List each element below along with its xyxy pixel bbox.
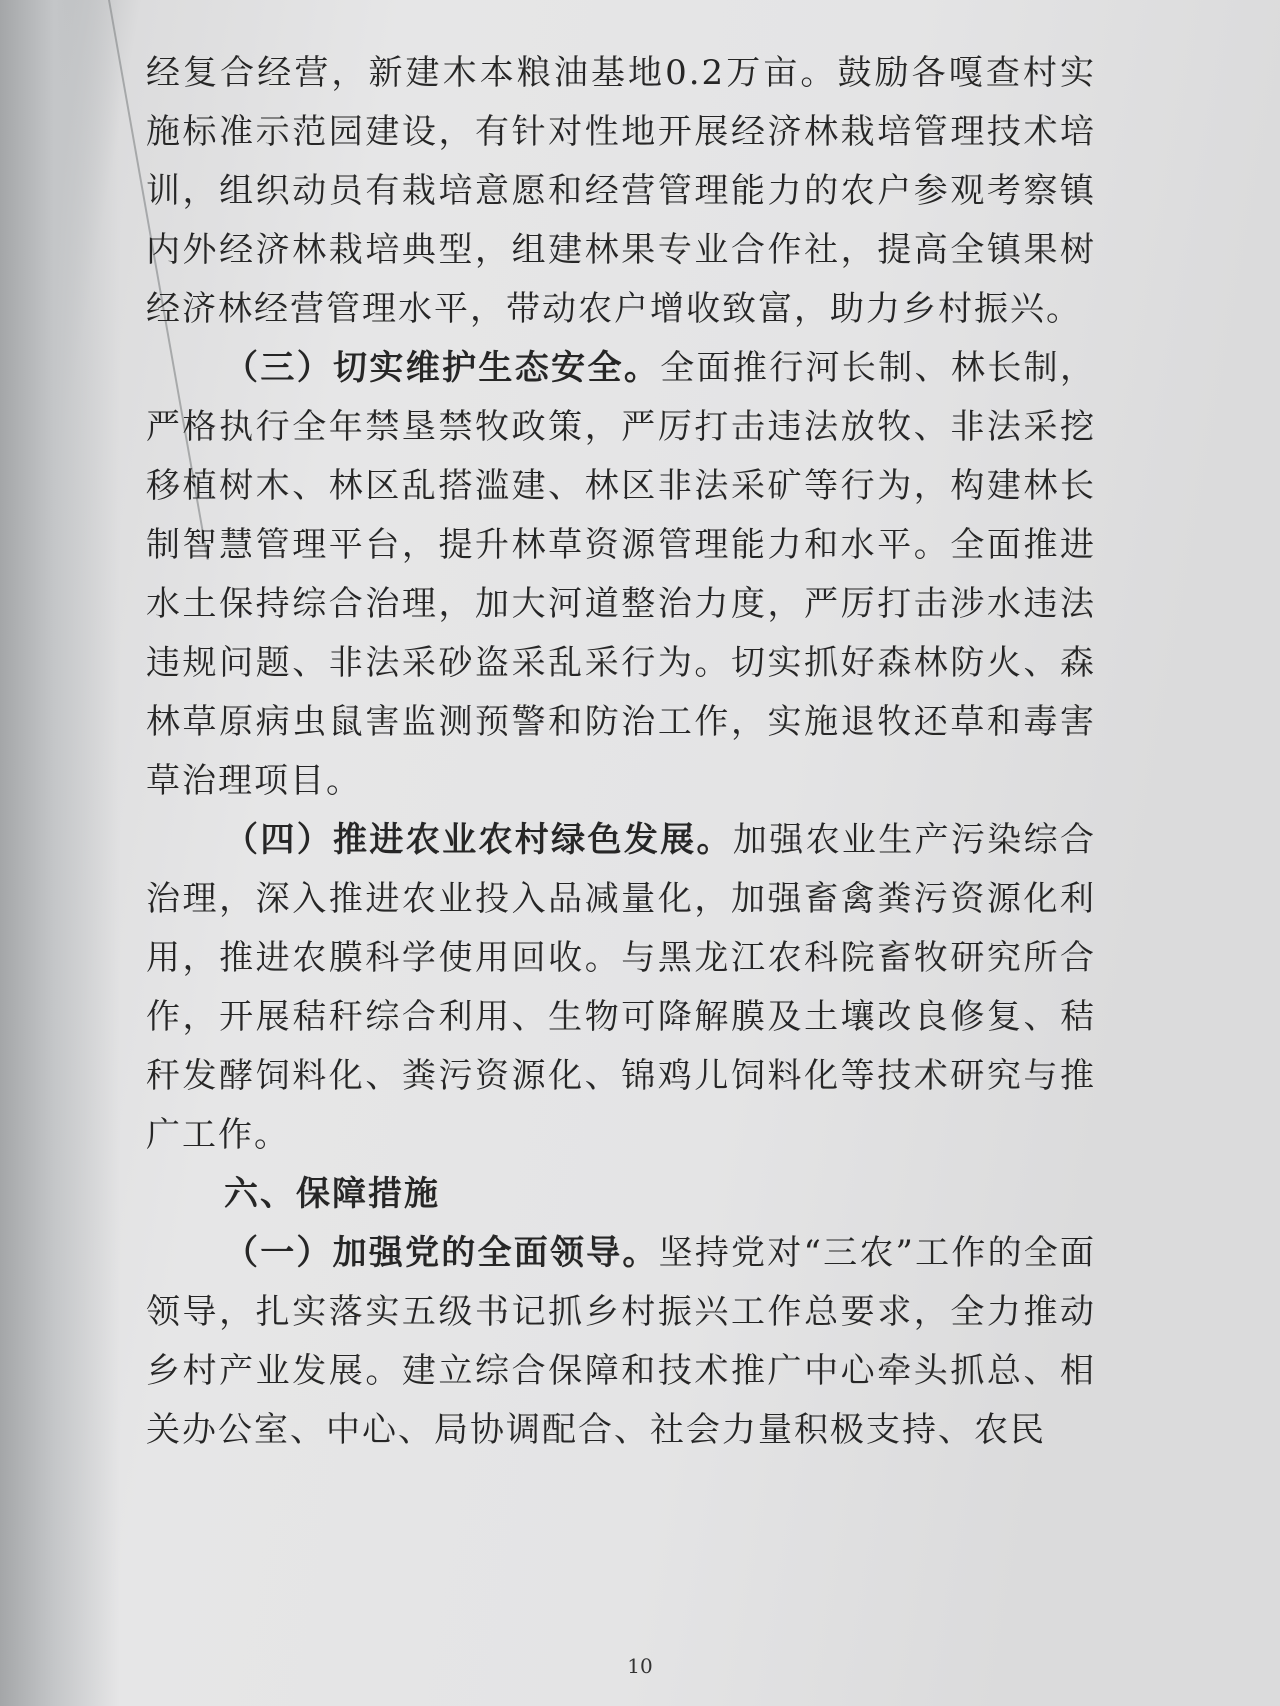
paragraph-text: 加强农业生产污染综合治理，深入推进农业投入品减量化，加强畜禽粪污资源化利用，推进农膜科学使用回收。与黑龙江农科院畜牧研究所合作，开展秸秆综合利用、生物可降解膜及土壤改良修复、秸秆发酵饲料化、粪污资源化、锦鸡儿饲料化等技术研究与推广工作。 [146,820,1097,1155]
paragraph-text: 全面推行河长制、林长制，严格执行全年禁垦禁牧政策，严厉打击违法放牧、非法采挖移植树木、林区乱搭滥建、林区非法采矿等行为，构建林长制智慧管理平台，提升林草资源管理能力和水平。全面推进水土保持综合治理，加大河道整治力度，严厉打击涉水违法违规问题、非法采砂盗采乱采行为。切实抓好森林防火、森林草原病虫鼠害监测预警和防治工作，实施退牧还草和毒害草治理项目。 [146,348,1097,801]
paragraph-ecological-safety [146,339,1096,811]
page-edge-shadow [0,0,120,1706]
paragraph-green-development [146,811,1096,1165]
document-body [146,44,1096,1460]
paragraph-text: 坚持党对“三农”工作的全面领导，扎实落实五级书记抓乡村振兴工作总要求，全力推动乡村产业发展。建立综合保障和技术推广中心牵头抓总、相关办公室、中心、局协调配合、社会力量积极支持、农民 [146,1233,1097,1450]
paragraph-text: 经复合经营，新建木本粮油基地0.2万亩。鼓励各嘎查村实施标准示范园建设，有针对性地开展经济林栽培管理技术培训，组织动员有栽培意愿和经营管理能力的农户参观考察镇内外经济林栽培典型，组建林果专业合作社，提高全镇果树经济林经营管理水平，带动农户增收致富，助力乡村振兴。 [146,53,1096,329]
paragraph-lead: （三）切实维护生态安全。 [224,348,661,388]
paragraph-party-leadership [146,1224,1096,1460]
section-heading: 六、保障措施 [224,1174,440,1214]
paragraph-lead: （一）加强党的全面领导。 [224,1233,659,1273]
paragraph-continued [146,44,1096,339]
paragraph-lead: （四）推进农业农村绿色发展。 [224,820,733,860]
page-number: 10 [627,1654,653,1678]
